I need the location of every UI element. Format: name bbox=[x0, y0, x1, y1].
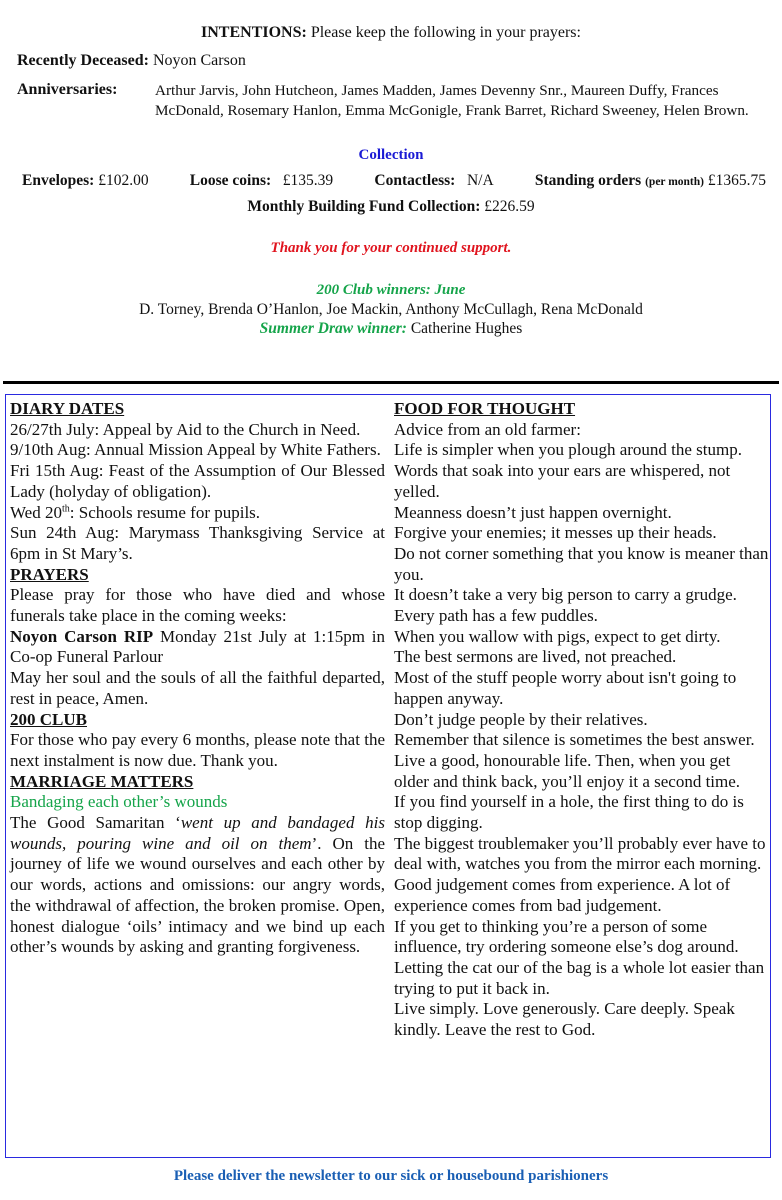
prayers-heading: PRAYERS bbox=[10, 564, 89, 584]
club-winners-title: 200 Club winners: June bbox=[316, 282, 466, 298]
anniversaries-names: Arthur Jarvis, John Hutcheon, James Madden, James Devenny Snr., Maureen Duffy, Frances McDonald, Rosemary Hanlon, Emma McGonigle, Frank Barret, Richard Sweeney, Helen Brown. bbox=[155, 82, 749, 119]
club-text: For those who pay every 6 months, please note that the next instalment is now due. Thank you. bbox=[10, 730, 385, 770]
envelopes-label: Envelopes: bbox=[22, 172, 95, 189]
footer-note: Please deliver the newsletter to our sick or housebound parishioners bbox=[173, 1168, 609, 1184]
loose-coins-value: £135.39 bbox=[282, 172, 334, 189]
marriage-quote: went up and bandaged his wounds, pouring wine and oil on them bbox=[10, 813, 385, 853]
summer-draw-label: Summer Draw winner: bbox=[259, 320, 407, 337]
contactless-value: N/A bbox=[466, 172, 494, 189]
diary-item: 9/10th Aug: Annual Mission Appeal by White Fathers. bbox=[10, 440, 381, 460]
saying-item: Remember that silence is sometimes the best answer. bbox=[394, 730, 755, 750]
building-fund bbox=[0, 198, 782, 216]
summer-draw-name: Catherine Hughes bbox=[410, 320, 523, 337]
right-column bbox=[394, 399, 769, 1041]
saying-item: Most of the stuff people worry about isn't going to happen anyway. bbox=[394, 668, 737, 708]
prayers-text: Please pray for those who have died and whose funerals take place in the coming weeks: bbox=[10, 585, 385, 626]
saying-item: Forgive your enemies; it messes up their heads. bbox=[394, 523, 717, 543]
standing-orders-value: £1365.75 bbox=[707, 172, 766, 189]
saying-item: The biggest troublemaker you’ll probably ever have to deal with, watches you from the mirror each morning. bbox=[394, 833, 766, 874]
collection-title: Collection bbox=[358, 147, 424, 163]
food-heading: FOOD FOR THOUGHT bbox=[394, 399, 576, 418]
standing-orders bbox=[535, 172, 766, 190]
saying-item: Do not corner something that you know is meaner than you. bbox=[394, 543, 769, 584]
food-intro: Advice from an old farmer: bbox=[394, 419, 581, 439]
envelopes-value: £102.00 bbox=[98, 172, 149, 189]
marriage-heading: MARRIAGE MATTERS bbox=[10, 771, 194, 791]
marriage-text bbox=[10, 813, 385, 958]
prayers-details: Monday 21st July at 1:15pm in Co-op Funeral Parlour bbox=[10, 626, 385, 667]
intentions-label: INTENTIONS: bbox=[201, 24, 307, 41]
envelopes bbox=[22, 172, 149, 190]
marriage-body: ’. On the journey of life we wound ourselves and each other by our words, actions and omissions: our angry words, the withdrawal of affection, the broken promise. Open, honest dialogue ‘oils’ intimacy and we bind up each other’s wounds by asking and granting forgiveness. bbox=[10, 833, 385, 957]
diary-heading: DIARY DATES bbox=[10, 399, 125, 418]
diary-item bbox=[10, 503, 385, 524]
diary-item: Fri 15th Aug: Feast of the Assumption of Our Blessed Lady (holyday of obligation). bbox=[10, 461, 385, 501]
contactless-label: Contactless: bbox=[374, 172, 456, 189]
recently-deceased bbox=[17, 52, 246, 70]
contactless bbox=[374, 172, 493, 190]
saying-item: If you find yourself in a hole, the first thing to do is stop digging. bbox=[394, 792, 744, 833]
marriage-subtitle: Bandaging each other’s wounds bbox=[10, 792, 228, 812]
loose-coins bbox=[190, 172, 333, 190]
loose-coins-label: Loose coins: bbox=[189, 172, 272, 189]
collection-row bbox=[22, 172, 766, 190]
club-winners-list: D. Torney, Brenda O’Hanlon, Joe Mackin, Anthony McCullagh, Rena McDonald bbox=[139, 301, 643, 318]
building-fund-label: Monthly Building Fund Collection: bbox=[247, 198, 481, 215]
saying-item: Live simply. Love generously. Care deeply. Speak kindly. Leave the rest to God. bbox=[394, 999, 735, 1040]
saying-item: It doesn’t take a very big person to carry a grudge. bbox=[394, 585, 737, 605]
saying-item: Every path has a few puddles. bbox=[394, 606, 598, 626]
saying-item: Meanness doesn’t just happen overnight. bbox=[394, 502, 672, 522]
diary-wed-date: Wed 20 bbox=[10, 502, 62, 522]
saying-item: When you wallow with pigs, expect to get dirty. bbox=[394, 626, 721, 646]
saying-item: If you get to thinking you’re a person of some influence, try ordering someone else’s dog around. bbox=[394, 916, 739, 957]
saying-item: The best sermons are lived, not preached. bbox=[394, 647, 677, 667]
club-heading: 200 CLUB bbox=[10, 709, 87, 729]
standing-orders-label: Standing orders bbox=[534, 172, 642, 189]
anniversaries-label: Anniversaries: bbox=[17, 81, 118, 98]
intentions-line bbox=[0, 24, 782, 42]
recently-deceased-label: Recently Deceased: bbox=[17, 52, 149, 69]
prayers-name: Noyon Carson RIP bbox=[10, 626, 154, 646]
prayers-closing: May her soul and the souls of all the faithful departed, rest in peace, Amen. bbox=[10, 668, 385, 708]
diary-item: 26/27th July: Appeal by Aid to the Church in Need. bbox=[10, 419, 361, 439]
summer-draw bbox=[0, 320, 782, 338]
saying-item: Life is simpler when you plough around the stump. bbox=[394, 440, 742, 460]
marriage-pre: The Good Samaritan ‘ bbox=[10, 813, 181, 833]
saying-item: Words that soak into your ears are whispered, not yelled. bbox=[394, 461, 731, 501]
building-fund-value: £226.59 bbox=[484, 198, 535, 215]
intentions-text: Please keep the following in your prayers: bbox=[310, 24, 581, 41]
diary-item: Sun 24th Aug: Marymass Thanksgiving Service at 6pm in St Mary’s. bbox=[10, 523, 385, 563]
saying-item: Don’t judge people by their relatives. bbox=[394, 709, 648, 729]
diary-wed-text: : Schools resume for pupils. bbox=[69, 502, 261, 522]
standing-orders-note: (per month) bbox=[645, 176, 704, 188]
section-divider bbox=[3, 381, 779, 384]
left-column bbox=[10, 399, 385, 958]
saying-item: Good judgement comes from experience. A lot of experience comes from bad judgement. bbox=[394, 875, 731, 915]
prayers-funeral bbox=[10, 627, 385, 668]
thanks-message: Thank you for your continued support. bbox=[270, 240, 512, 256]
saying-item: Letting the cat our of the bag is a whole lot easier than trying to put it back in. bbox=[394, 957, 765, 998]
recently-deceased-name: Noyon Carson bbox=[152, 52, 246, 69]
sayings-list bbox=[394, 440, 769, 1040]
diary-wed-sup: th bbox=[61, 502, 70, 514]
saying-item: Live a good, honourable life. Then, when you get older and think back, you’ll enjoy it a second time. bbox=[394, 750, 741, 791]
